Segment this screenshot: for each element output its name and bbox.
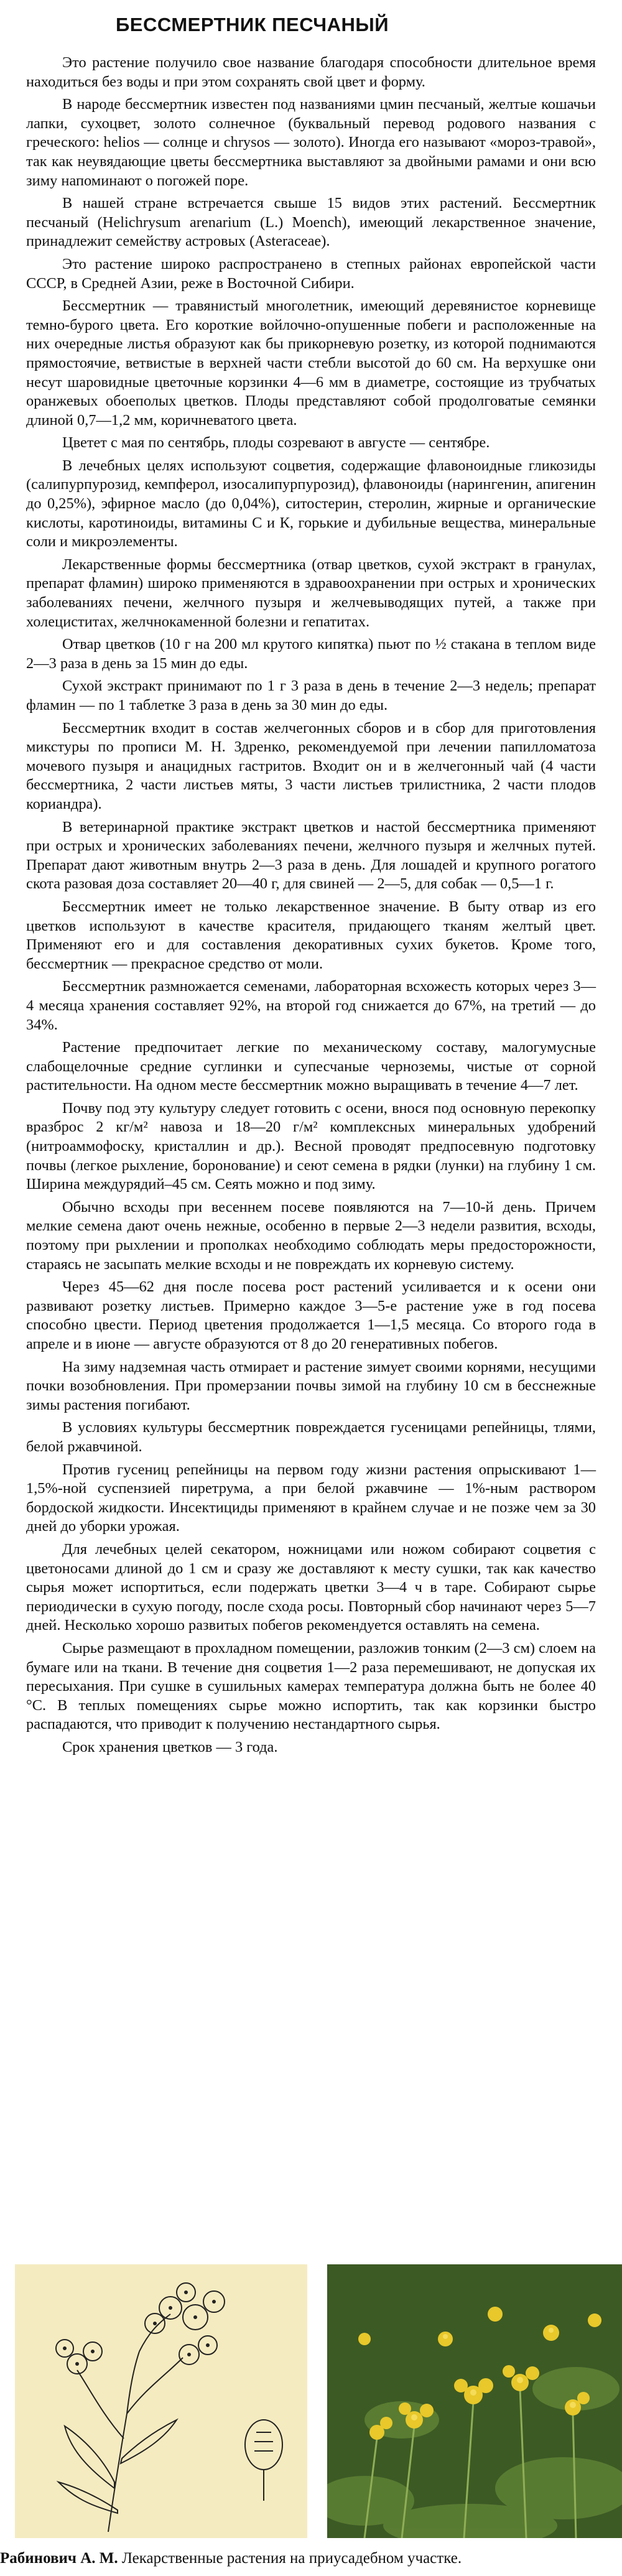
citation-author: Рабинович А. М. (0, 2550, 118, 2567)
paragraph: Обычно всходы при весеннем посеве появляются на 7—10-й день. Причем мелкие семена дают очень нежные, особенно в первые 2—3 недели развития, всходы, поэтому при рыхлении и прополках необходимо соблюдать меры предосторожности, стараясь не засыпать мелкие всходы и не повреждать их корневую систему. (26, 1198, 596, 1273)
figures (0, 2264, 622, 2538)
paragraph: В нашей стране встречается свыше 15 видов этих растений. Бессмертник песчаный (Helichrysum arenarium (L.) Moench), имеющий лекарственное значение, принадлежит семейству астровых (Asteraceae). (26, 195, 596, 250)
paragraph: Цветет с мая по сентябрь, плоды созревают в августе — сентябре. (62, 434, 490, 452)
plant-illustration (15, 2264, 307, 2538)
article-body (26, 53, 596, 1760)
paragraph: Для лечебных целей секатором, ножницами или ножом собирают соцветия с цветоносами длиной до 1 см и сразу же доставляют к месту сушки, так как качество сырья может испортиться, если подержать цветки 3—4 ч в таре. Собирают сырье периодически в сухую погоду, после схода росы. Повторный сбор начинают через 5—7 дней. Несколько хорошо развитых побегов рекомендуется оставлять на семена. (26, 1540, 596, 1634)
paragraph: Бессмертник — травянистый многолетник, имеющий деревянистое корневище темно-бурого цвета. Его короткие войлочно-опушенные побеги и расположенные на них очередные листья образуют как бы прикорневую розетку, из которой поднимаются прямостоячие, ветвистые в верхней части стебли высотой до 60 см. На верхушке они несут шаровидные цветочные корзинки 4—6 мм в диаметре, состоящие из трубчатых оранжевых обоеполых цветков. Плоды представляют собой продолговатые семянки длиной 0,7—1,2 мм, коричневатого цвета. (26, 297, 596, 429)
paragraph: Это растение широко распространено в степных районах европейской части СССР, в Средней Азии, реже в Восточной Сибири. (26, 255, 596, 292)
paragraph: На зиму надземная часть отмирает и растение зимует своими корнями, несущими почки возобновления. При промерзании почвы зимой на глубину 10 см в бесснежные зимы растения погибают. (26, 1358, 596, 1413)
paragraph: Растение предпочитает легкие по механическому составу, малогумусные слабощелочные средние суглинки и супесчаные черноземы, чистые от сорной растительности. На одном месте бессмертник можно выращивать в течение 4—7 лет. (26, 1039, 596, 1094)
flowers-photo-illustration (327, 2264, 622, 2538)
paragraph: В народе бессмертник известен под названиями цмин песчаный, желтые кошачьи лапки, сухоцвет, золото солнечное (буквальный перевод родового названия с греческого: helios — солнце и chrysos — золото). Иногда его называют «мороз-травой», так как неувядающие цветы бессмертника выставляют за двойными рамами и они всю зиму напоминают о погожей поре. (26, 96, 596, 189)
paragraph: Отвар цветков (10 г на 200 мл крутого кипятка) пьют по ½ стакана в теплом виде 2—3 раза в день за 15 мин до еды. (26, 636, 596, 672)
paragraph: Это растение получило свое название благодаря способности длительное время находиться без воды и при этом сохранять свой цвет и форму. (26, 54, 596, 90)
paragraph: Сырье размещают в прохладном помещении, разложив тонким (2—3 см) слоем на бумаге или на ткани. В течение дня соцветия 1—2 раза перемешивают, не допуская их пересыхания. При сушке в сушильных камерах температура должна быть не более 40 °С. В теплых помещениях сырье можно испортить, так как корзинки быстро распадаются, что приводит к получению нестандартного сырья. (26, 1639, 596, 1733)
paragraph: Срок хранения цветков — 3 года. (62, 1738, 278, 1755)
paragraph: Против гусениц репейницы на первом году жизни растения опрыскивают 1—1,5%-ной суспензией пиретрума, а при белой ржавчине — 1%-ным раствором бордоской жидкости. Инсектициды применяют в крайнем случае и не позже чем за 30 дней до уборки урожая. (26, 1461, 596, 1535)
paragraph: Бессмертник имеет не только лекарственное значение. В быту отвар из его цветков используют в качестве красителя, придающего тканям желтый цвет. Применяют его и для составления декоративных сухих букетов. Кроме того, бессмертник — прекрасное средство от моли. (26, 898, 596, 972)
paragraph: Бессмертник размножается семенами, лабораторная всхожесть которых через 3—4 месяца хранения составляет 92%, на второй год снижается до 67%, на третий — до 34%. (26, 978, 596, 1033)
paragraph: В условиях культуры бессмертник повреждается гусеницами репейницы, тлями, белой ржавчиной. (26, 1419, 596, 1455)
paragraph: В лечебных целях используют соцветия, содержащие флавоноидные гликозиды (салипурпурозид, кемпферол, изосалипурпурозид), флавоноиды (нарингенин, апигенин до 0,25%), эфирное масло (до 0,04%), ситостерин, стеролин, жирные и органические кислоты, каротиноиды, витамины С и К, горькие и дубильные вещества, минеральные соли и микроэлементы. (26, 457, 596, 551)
paragraph: Через 45—62 дня после посева рост растений усиливается и к осени они развивают розетку листьев. Примерно каждое 3—5-е растение уже в год посева способно цвести. Период цветения продолжается 1—1,5 месяца. Со второго года в апреле и в июне — августе образуются от 8 до 20 генеративных побегов. (26, 1278, 596, 1352)
page-title: БЕССМЕРТНИК ПЕСЧАНЫЙ (116, 14, 389, 35)
citation-source: Лекарственные растения на приусадебном участке. (121, 2550, 462, 2567)
paragraph: Сухой экстракт принимают по 1 г 3 раза в день в течение 2—3 недель; препарат фламин — по 1 таблетке 3 раза в день за 30 мин до еды. (26, 677, 596, 714)
paragraph: В ветеринарной практике экстракт цветков и настой бессмертника применяют при острых и хронических заболеваниях печени, желчного пузыря и желчных путей. Препарат дают животным внутрь 2—3 раза в день. Для лошадей и крупного рогатого скота разовая доза составляет 20—40 г, для свиней — 2—5, для собак — 0,5—1 г. (26, 818, 596, 893)
paragraph: Бессмертник входит в состав желчегонных сборов и в сбор для приготовления микстуры по прописи М. Н. Здренко, рекомендуемой при лечении папилломатоза мочевого пузыря и анацидных гастритов. Входит он и в желчегонный чай (4 части бессмертника, 2 части листьев мяты, 3 части листьев трилистника, 2 части плодов кориандра). (26, 719, 596, 812)
paragraph: Почву под эту культуру следует готовить с осени, внося под основную перекопку вразброс 2 кг/м² навоза и 18—20 г/м² комплексных минеральных удобрений (нитроаммофоску, кристаллин и др.). Весной проводят предпосевную подготовку почвы (легкое рыхление, боронование) и сеют семена в рядки (лунки) на глубину 1 см. Ширина междурядий–45 см. Сеять можно и под зиму. (26, 1099, 596, 1193)
paragraph: Лекарственные формы бессмертника (отвар цветков, сухой экстракт в гранулах, препарат фламин) широко применяются в здравоохранении при острых и хронических заболеваниях печени, желчного пузыря и желчевыводящих путей, а также при холециститах, желчнокаменной болезни и гепатитах. (26, 556, 596, 630)
botanical-drawing (15, 2264, 307, 2538)
plant-photo (327, 2264, 622, 2538)
citation (0, 2548, 622, 2569)
